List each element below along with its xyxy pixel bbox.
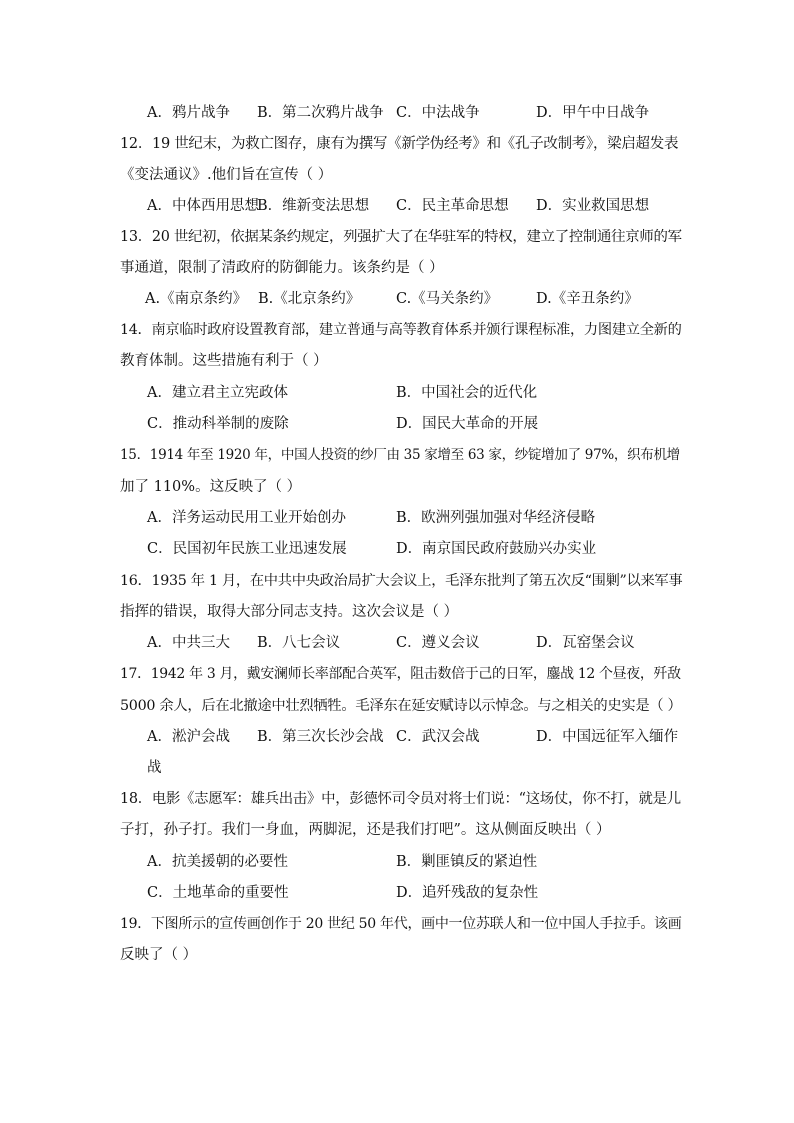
question-12-option-a: A．中体西用思想 [147, 198, 259, 214]
question-11-option-d: D．甲午中日战争 [536, 105, 650, 121]
question-11-option-a: A．鸦片战争 [147, 105, 230, 121]
question-17-option-d-wrap: 战 [147, 760, 162, 776]
question-16-option-d: D．瓦窑堡会议 [536, 635, 635, 651]
question-16-stem-line-1: 16．1935 年 1 月，在中共中央政治局扩大会议上，毛泽东批判了第五次反“围剿”以来军事 [120, 573, 683, 589]
question-13-option-a: A.《南京条约》 [145, 291, 248, 307]
question-12-option-b: B．维新变法思想 [257, 198, 370, 214]
question-15-option-b: B．欧洲列强加强对华经济侵略 [396, 510, 596, 526]
question-15-option-c: C．民国初年民族工业迅速发展 [147, 541, 347, 557]
question-19-stem-line-2: 反映了（ ） [120, 947, 198, 963]
question-17-stem-line-1: 17．1942 年 3 月，戴安澜师长率部配合英军，阻击数倍于己的日军，鏖战 12 个昼夜，歼敌 [120, 666, 681, 682]
question-13-stem-line-1: 13．20 世纪初，依据某条约规定，列强扩大了在华驻军的特权，建立了控制通往京师的军 [120, 229, 682, 245]
question-13-stem-line-2: 事通道，限制了清政府的防御能力。该条约是（ ） [120, 260, 444, 276]
question-18-stem-line-1: 18．电影《志愿军：雄兵出击》中，彭德怀司令员对将士们说：“这场仗，你不打，就是儿 [120, 791, 681, 807]
question-12-stem-line-2: 《变法通议》.他们旨在宣传（ ） [120, 167, 333, 183]
question-18-stem-line-2: 子打，孙子打。我们一身血，两脚泥，还是我们打吧”。这从侧面反映出（ ） [120, 822, 611, 838]
question-17-option-a: A．淞沪会战 [147, 729, 230, 745]
question-17-stem-line-2: 5000 余人，后在北撤途中壮烈牺牲。毛泽东在延安赋诗以示悼念。与之相关的史实是（ ） [120, 698, 682, 714]
question-17-option-c: C．武汉会战 [396, 729, 480, 745]
question-11-option-c: C．中法战争 [396, 105, 480, 121]
question-18-option-d: D．追歼残敌的复杂性 [396, 885, 539, 901]
question-16-option-b: B．八七会议 [257, 635, 341, 651]
question-12-option-d: D．实业救国思想 [536, 198, 650, 214]
question-13-option-b: B.《北京条约》 [258, 291, 361, 307]
question-12-stem-line-1: 12．19 世纪末，为救亡图存，康有为撰写《新学伪经考》和《孔子改制考》，梁启超发表 [120, 136, 679, 152]
question-14-option-b: B．中国社会的近代化 [396, 385, 538, 401]
question-11-option-b: B．第二次鸦片战争 [257, 105, 384, 121]
question-19-stem-line-1: 19．下图所示的宣传画创作于 20 世纪 50 年代，画中一位苏联人和一位中国人手拉手。该画 [120, 916, 682, 932]
question-15-option-a: A．洋务运动民用工业开始创办 [147, 510, 346, 526]
question-14-option-a: A．建立君主立宪政体 [147, 385, 288, 401]
question-14-stem-line-2: 教育体制。这些措施有利于（ ） [120, 353, 328, 369]
question-16-option-c: C．遵义会议 [396, 635, 480, 651]
question-16-option-a: A．中共三大 [147, 635, 230, 651]
question-17-option-d: D．中国远征军入缅作 [536, 729, 679, 745]
question-18-option-b: B．剿匪镇反的紧迫性 [396, 854, 538, 870]
question-15-stem-line-2: 加了 110%。这反映了（ ） [120, 479, 302, 495]
question-17-option-b: B．第三次长沙会战 [257, 729, 384, 745]
question-16-stem-line-2: 指挥的错误，取得大部分同志支持。这次会议是（ ） [120, 604, 459, 620]
question-15-option-d: D．南京国民政府鼓励兴办实业 [396, 541, 597, 557]
question-14-option-d: D．国民大革命的开展 [396, 416, 539, 432]
question-18-option-c: C．土地革命的重要性 [147, 885, 289, 901]
question-14-option-c: C．推动科举制的废除 [147, 416, 289, 432]
question-18-option-a: A．抗美援朝的必要性 [147, 854, 288, 870]
question-12-option-c: C．民主革命思想 [396, 198, 509, 214]
question-14-stem-line-1: 14．南京临时政府设置教育部，建立普通与高等教育体系并颁行课程标准，力图建立全新的 [120, 322, 682, 338]
question-15-stem-line-1: 15．1914 年至 1920 年，中国人投资的纱厂由 35 家增至 63 家，纱锭增加了 97%，织布机增 [120, 447, 680, 463]
question-13-option-d: D.《辛丑条约》 [536, 291, 639, 307]
question-13-option-c: C.《马关条约》 [396, 291, 499, 307]
